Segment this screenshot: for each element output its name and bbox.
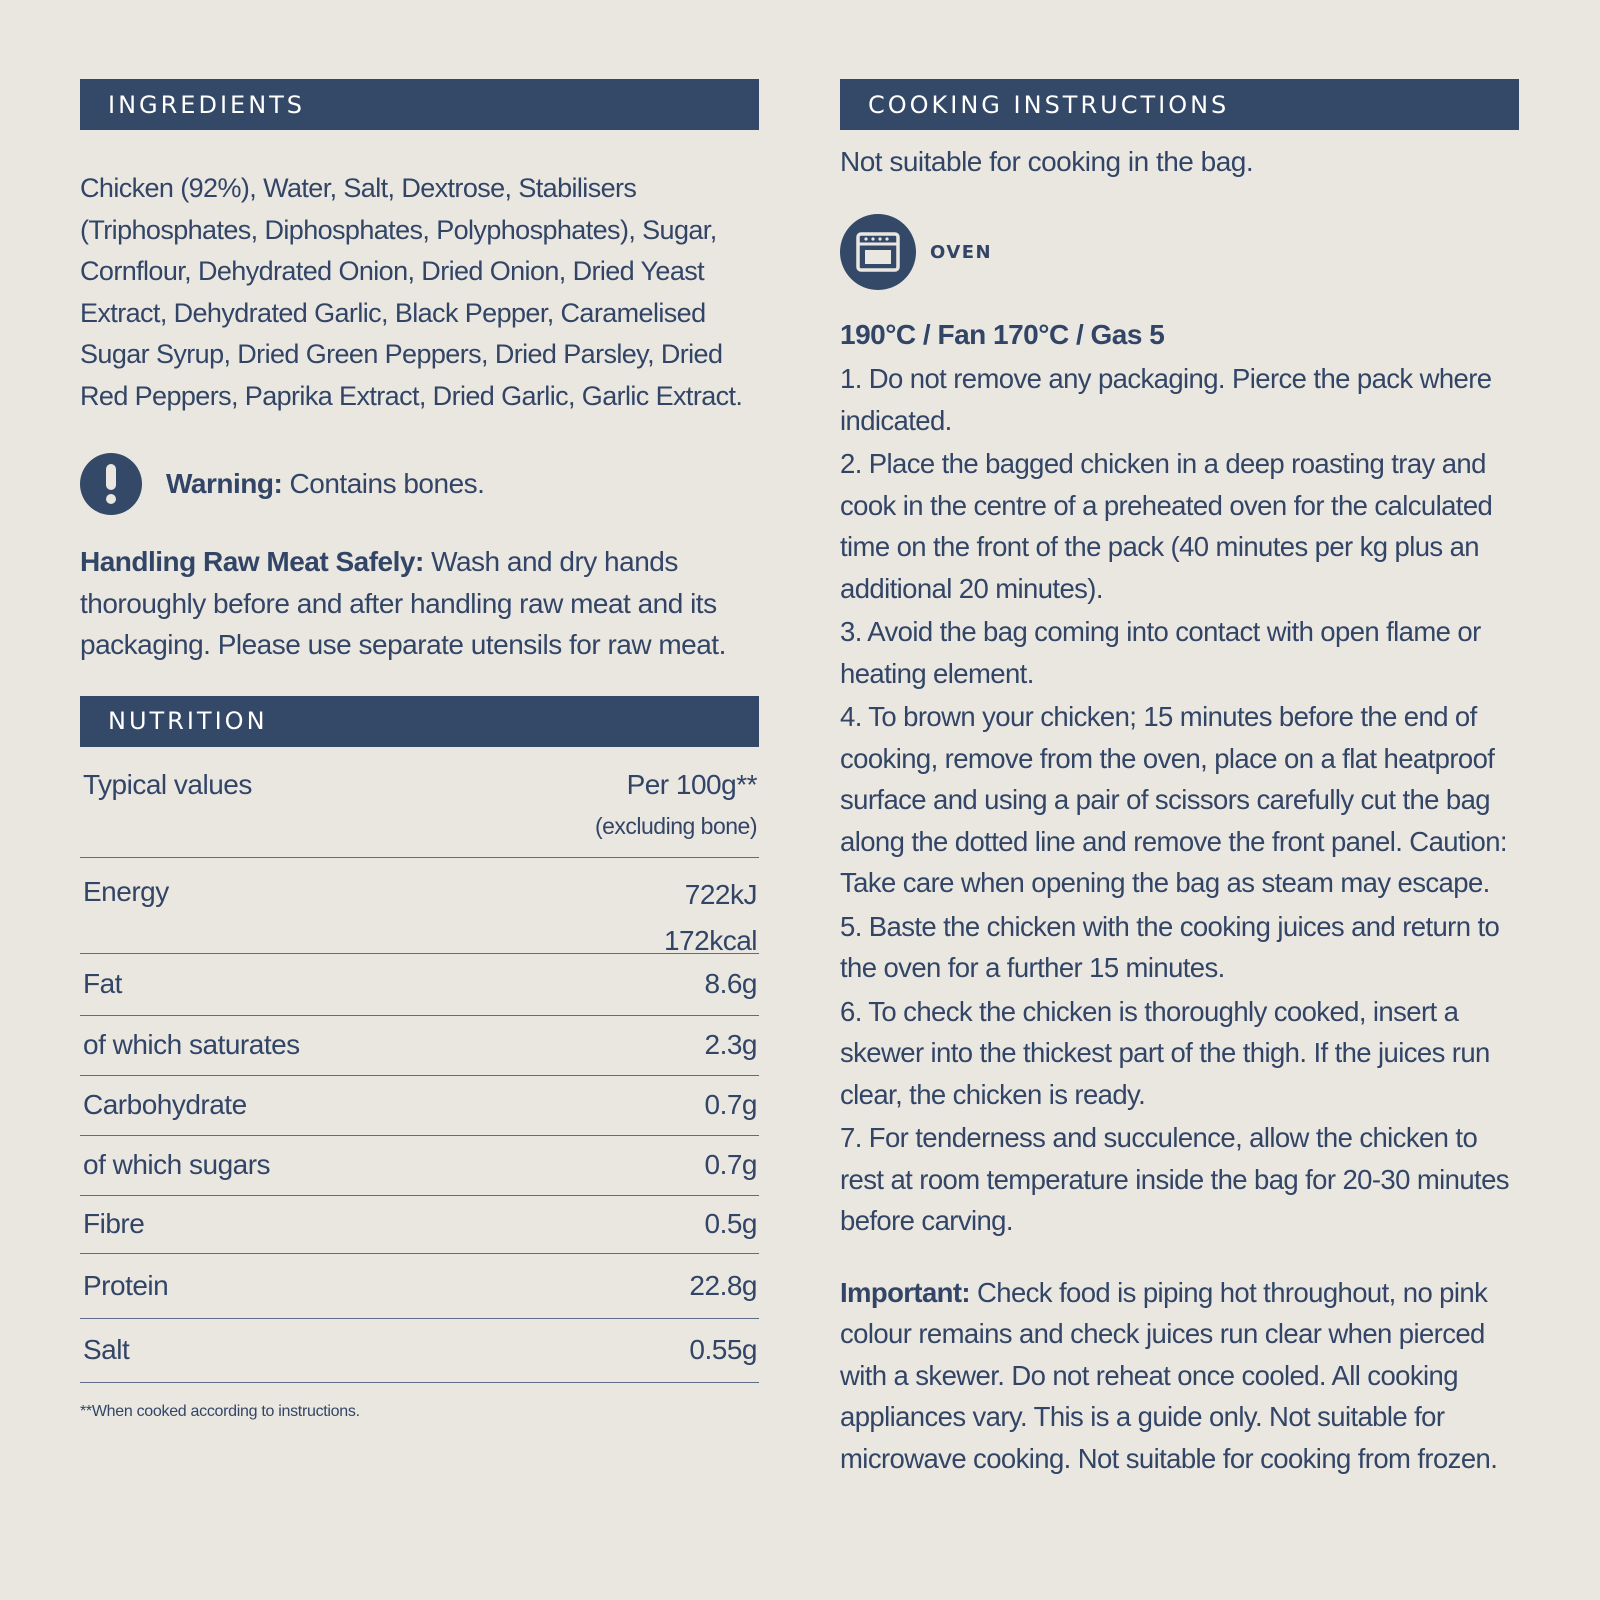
- oven-label: OVEN: [930, 241, 993, 263]
- nutrient-value: 2.3g: [704, 1029, 757, 1060]
- handling-notice: [80, 541, 759, 666]
- energy-kcal: 172kcal: [663, 924, 757, 956]
- left-column: [80, 79, 759, 1421]
- nutrition-row: [80, 1136, 759, 1196]
- oven-temperature: 190°C / Fan 170°C / Gas 5: [840, 319, 1165, 350]
- nutrient-value: 0.55g: [689, 1334, 757, 1365]
- nutrition-footnote: **When cooked according to instructions.: [80, 1402, 360, 1420]
- nutrient-value: 8.6g: [704, 968, 757, 999]
- nutrition-row: [80, 1196, 759, 1254]
- energy-values: [664, 872, 757, 964]
- cooking-step: 6. To check the chicken is thoroughly cooked, insert a skewer into the thickest part of the thigh. If the juices run clear, the chicken is ready.: [840, 995, 1490, 1110]
- nutrient-value: 22.8g: [689, 1269, 757, 1301]
- warning-label: Warning:: [166, 468, 283, 499]
- nutrition-heading: NUTRITION: [80, 696, 759, 747]
- right-column: [840, 79, 1519, 1479]
- handling-label: Handling Raw Meat Safely:: [80, 546, 424, 577]
- cooking-step: 2. Place the bagged chicken in a deep roasting tray and cook in the centre of a preheated oven for the calculated time on the front of the pack (40 minutes per kg plus an additional 20 minutes).: [840, 448, 1493, 604]
- cooking-heading: COOKING INSTRUCTIONS: [840, 79, 1519, 130]
- nutrient-value: 0.7g: [704, 1089, 757, 1120]
- per-100g-header: [595, 765, 757, 847]
- ingredients-list: Chicken (92%), Water, Salt, Dextrose, Stabilisers (Triphosphates, Diphosphates, Polyphosphates), Sugar, Cornflour, Dehydrated Onion, Dried Onion, Dried Yeast Extract, Dehydrated Garlic, Black Pepper, Caramelised Sugar Syrup, Dried Green Peppers, Dried Parsley, Dried Red Peppers, Paprika Extract, Dried Garlic, Garlic Extract.: [80, 173, 743, 411]
- nutrition-header-row: [80, 747, 759, 858]
- nutrient-label: Carbohydrate: [83, 1089, 247, 1120]
- nutrient-label: Fat: [83, 968, 122, 999]
- cooking-step: 7. For tenderness and succulence, allow the chicken to rest at room temperature inside the bag for 20-30 minutes before carving.: [840, 1122, 1509, 1236]
- oven-row: [840, 214, 1519, 290]
- nutrient-label: of which sugars: [83, 1149, 271, 1180]
- nutrition-row: [80, 1016, 759, 1076]
- nutrient-label: Salt: [83, 1334, 130, 1365]
- warning-row: [80, 453, 759, 515]
- nutrition-table: [80, 747, 759, 1383]
- energy-label: Energy: [83, 875, 169, 907]
- cooking-step: 5. Baste the chicken with the cooking juices and return to the oven for a further 15 minutes.: [840, 910, 1500, 983]
- energy-kj: 722kJ: [684, 878, 757, 910]
- nutrient-label: of which saturates: [83, 1029, 300, 1060]
- cooking-step: 1. Do not remove any packaging. Pierce the pack where indicated.: [840, 363, 1492, 436]
- not-suitable-note: Not suitable for cooking in the bag.: [840, 146, 1254, 177]
- typical-values-label: Typical values: [83, 768, 252, 800]
- nutrition-rows: [80, 954, 759, 1383]
- nutrition-row: [80, 1319, 759, 1383]
- important-label: Important:: [840, 1276, 970, 1308]
- warning-body: Contains bones.: [282, 468, 485, 499]
- oven-icon: [840, 214, 916, 290]
- important-notice: [840, 1272, 1519, 1480]
- ingredients-heading: INGREDIENTS: [80, 79, 759, 130]
- nutrition-row: [80, 954, 759, 1016]
- nutrient-value: 0.5g: [704, 1208, 757, 1239]
- nutrient-value: 0.7g: [704, 1149, 757, 1180]
- nutrition-row: [80, 1076, 759, 1136]
- nutrient-label: Fibre: [83, 1208, 145, 1239]
- nutrient-label: Protein: [83, 1269, 169, 1301]
- cooking-steps: [840, 358, 1519, 1242]
- per-100g-label: Per 100g**: [626, 768, 757, 800]
- handling-body: Wash and dry hands thoroughly before and after handling raw meat and its packaging. Please use separate utensils for raw meat.: [80, 546, 726, 660]
- important-body: Check food is piping hot throughout, no pink colour remains and check juices run clear when pierced with a skewer. Do not reheat once cooled. All cooking appliances vary. This is a guide only. Not suitable for microwave cooking. Not suitable for cooking from frozen.: [840, 1276, 1498, 1474]
- nutrition-row-energy: [80, 858, 759, 954]
- cooking-step: 4. To brown your chicken; 15 minutes before the end of cooking, remove from the oven, place on a flat heatproof surface and using a pair of scissors carefully cut the bag along the dotted line and remove the front panel. Caution: Take care when opening the bag as steam may escape.: [840, 701, 1507, 898]
- nutrition-section: [80, 696, 759, 1421]
- nutrition-row: [80, 1254, 759, 1319]
- cooking-step: 3. Avoid the bag coming into contact with open flame or heating element.: [840, 616, 1481, 689]
- exclamation-icon: [80, 453, 142, 515]
- excluding-bone-label: (excluding bone): [594, 812, 757, 839]
- warning-text: [166, 468, 484, 500]
